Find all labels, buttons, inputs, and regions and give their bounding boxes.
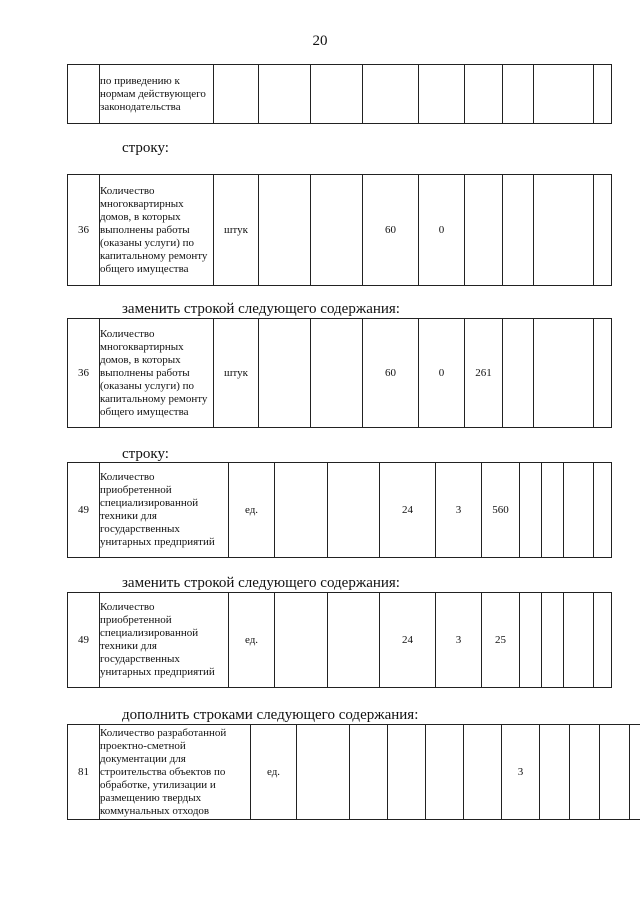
caption-line: дополнить строками следующего содержания: [122,707,419,723]
table-row [68,175,612,286]
value-cell: 24 [380,463,436,558]
empty-cell [259,65,311,124]
caption-line: заменить строкой следующего содержания: [122,575,400,591]
unit-cell: ед. [229,463,275,558]
empty-cell [503,65,534,124]
empty-cell [465,175,503,286]
empty-cell [534,175,594,286]
empty-cell [465,65,503,124]
table-continuation [67,64,612,124]
row-number: 49 [68,463,100,558]
value-cell: 3 [436,593,482,688]
empty-cell [426,725,464,820]
empty-cell [570,725,600,820]
empty-cell [594,319,612,428]
row-number: 36 [68,319,100,428]
empty-cell [630,725,640,820]
empty-cell [311,319,363,428]
indicator-name: Количество приобретенной специализированной техники для государственных унитарных предприятий [100,463,229,558]
empty-cell [363,65,419,124]
empty-cell [542,463,564,558]
table-row-36-new [67,318,612,428]
unit-cell [214,65,259,124]
unit-cell: ед. [251,725,297,820]
value-cell: 25 [482,593,520,688]
table-row-36-old [67,174,612,286]
row-number: 49 [68,593,100,688]
unit-cell: штук [214,175,259,286]
indicator-name: Количество разработанной проектно-сметной документации для строительства объектов по обработке, утилизации и размещению твердых коммунальных отходов [100,725,251,820]
empty-cell [542,593,564,688]
table-row-49-new [67,592,612,688]
empty-cell [520,463,542,558]
empty-cell [503,319,534,428]
empty-cell [520,593,542,688]
empty-cell [275,463,328,558]
empty-cell [259,175,311,286]
value-cell: 560 [482,463,520,558]
indicator-name: Количество многоквартирных домов, в которых выполнены работы (оказаны услуги) по капитальному ремонту общего имущества [100,319,214,428]
value-cell: 0 [419,319,465,428]
empty-cell [540,725,570,820]
unit-cell: ед. [229,593,275,688]
row-number: 36 [68,175,100,286]
table-row [68,725,640,820]
empty-cell [534,65,594,124]
row-number [68,65,100,124]
table-row [68,593,612,688]
table-row [68,65,612,124]
indicator-name: Количество многоквартирных домов, в которых выполнены работы (оказаны услуги) по капитальному ремонту общего имущества [100,175,214,286]
table-row-49-old [67,462,612,558]
empty-cell [564,463,594,558]
row-number: 81 [68,725,100,820]
page-number: 20 [312,33,328,49]
indicator-name: Количество приобретенной специализированной техники для государственных унитарных предприятий [100,593,229,688]
empty-cell [388,725,426,820]
caption-line: строку: [122,140,169,156]
empty-cell [311,65,363,124]
empty-cell [328,593,380,688]
table-row-81 [67,724,640,820]
indicator-name: по приведению к нормам действующего законодательства [100,65,214,124]
empty-cell [464,725,502,820]
empty-cell [419,65,465,124]
empty-cell [534,319,594,428]
table-row [68,319,612,428]
value-cell: 3 [502,725,540,820]
empty-cell [350,725,388,820]
value-cell: 60 [363,319,419,428]
empty-cell [297,725,350,820]
caption-line: заменить строкой следующего содержания: [122,301,400,317]
table-row [68,463,612,558]
empty-cell [594,65,612,124]
empty-cell [594,175,612,286]
value-cell: 3 [436,463,482,558]
empty-cell [328,463,380,558]
empty-cell [594,463,612,558]
empty-cell [564,593,594,688]
empty-cell [311,175,363,286]
value-cell: 60 [363,175,419,286]
value-cell: 0 [419,175,465,286]
caption-line: строку: [122,446,169,462]
unit-cell: штук [214,319,259,428]
value-cell: 261 [465,319,503,428]
value-cell: 24 [380,593,436,688]
empty-cell [600,725,630,820]
empty-cell [259,319,311,428]
empty-cell [594,593,612,688]
empty-cell [275,593,328,688]
empty-cell [503,175,534,286]
